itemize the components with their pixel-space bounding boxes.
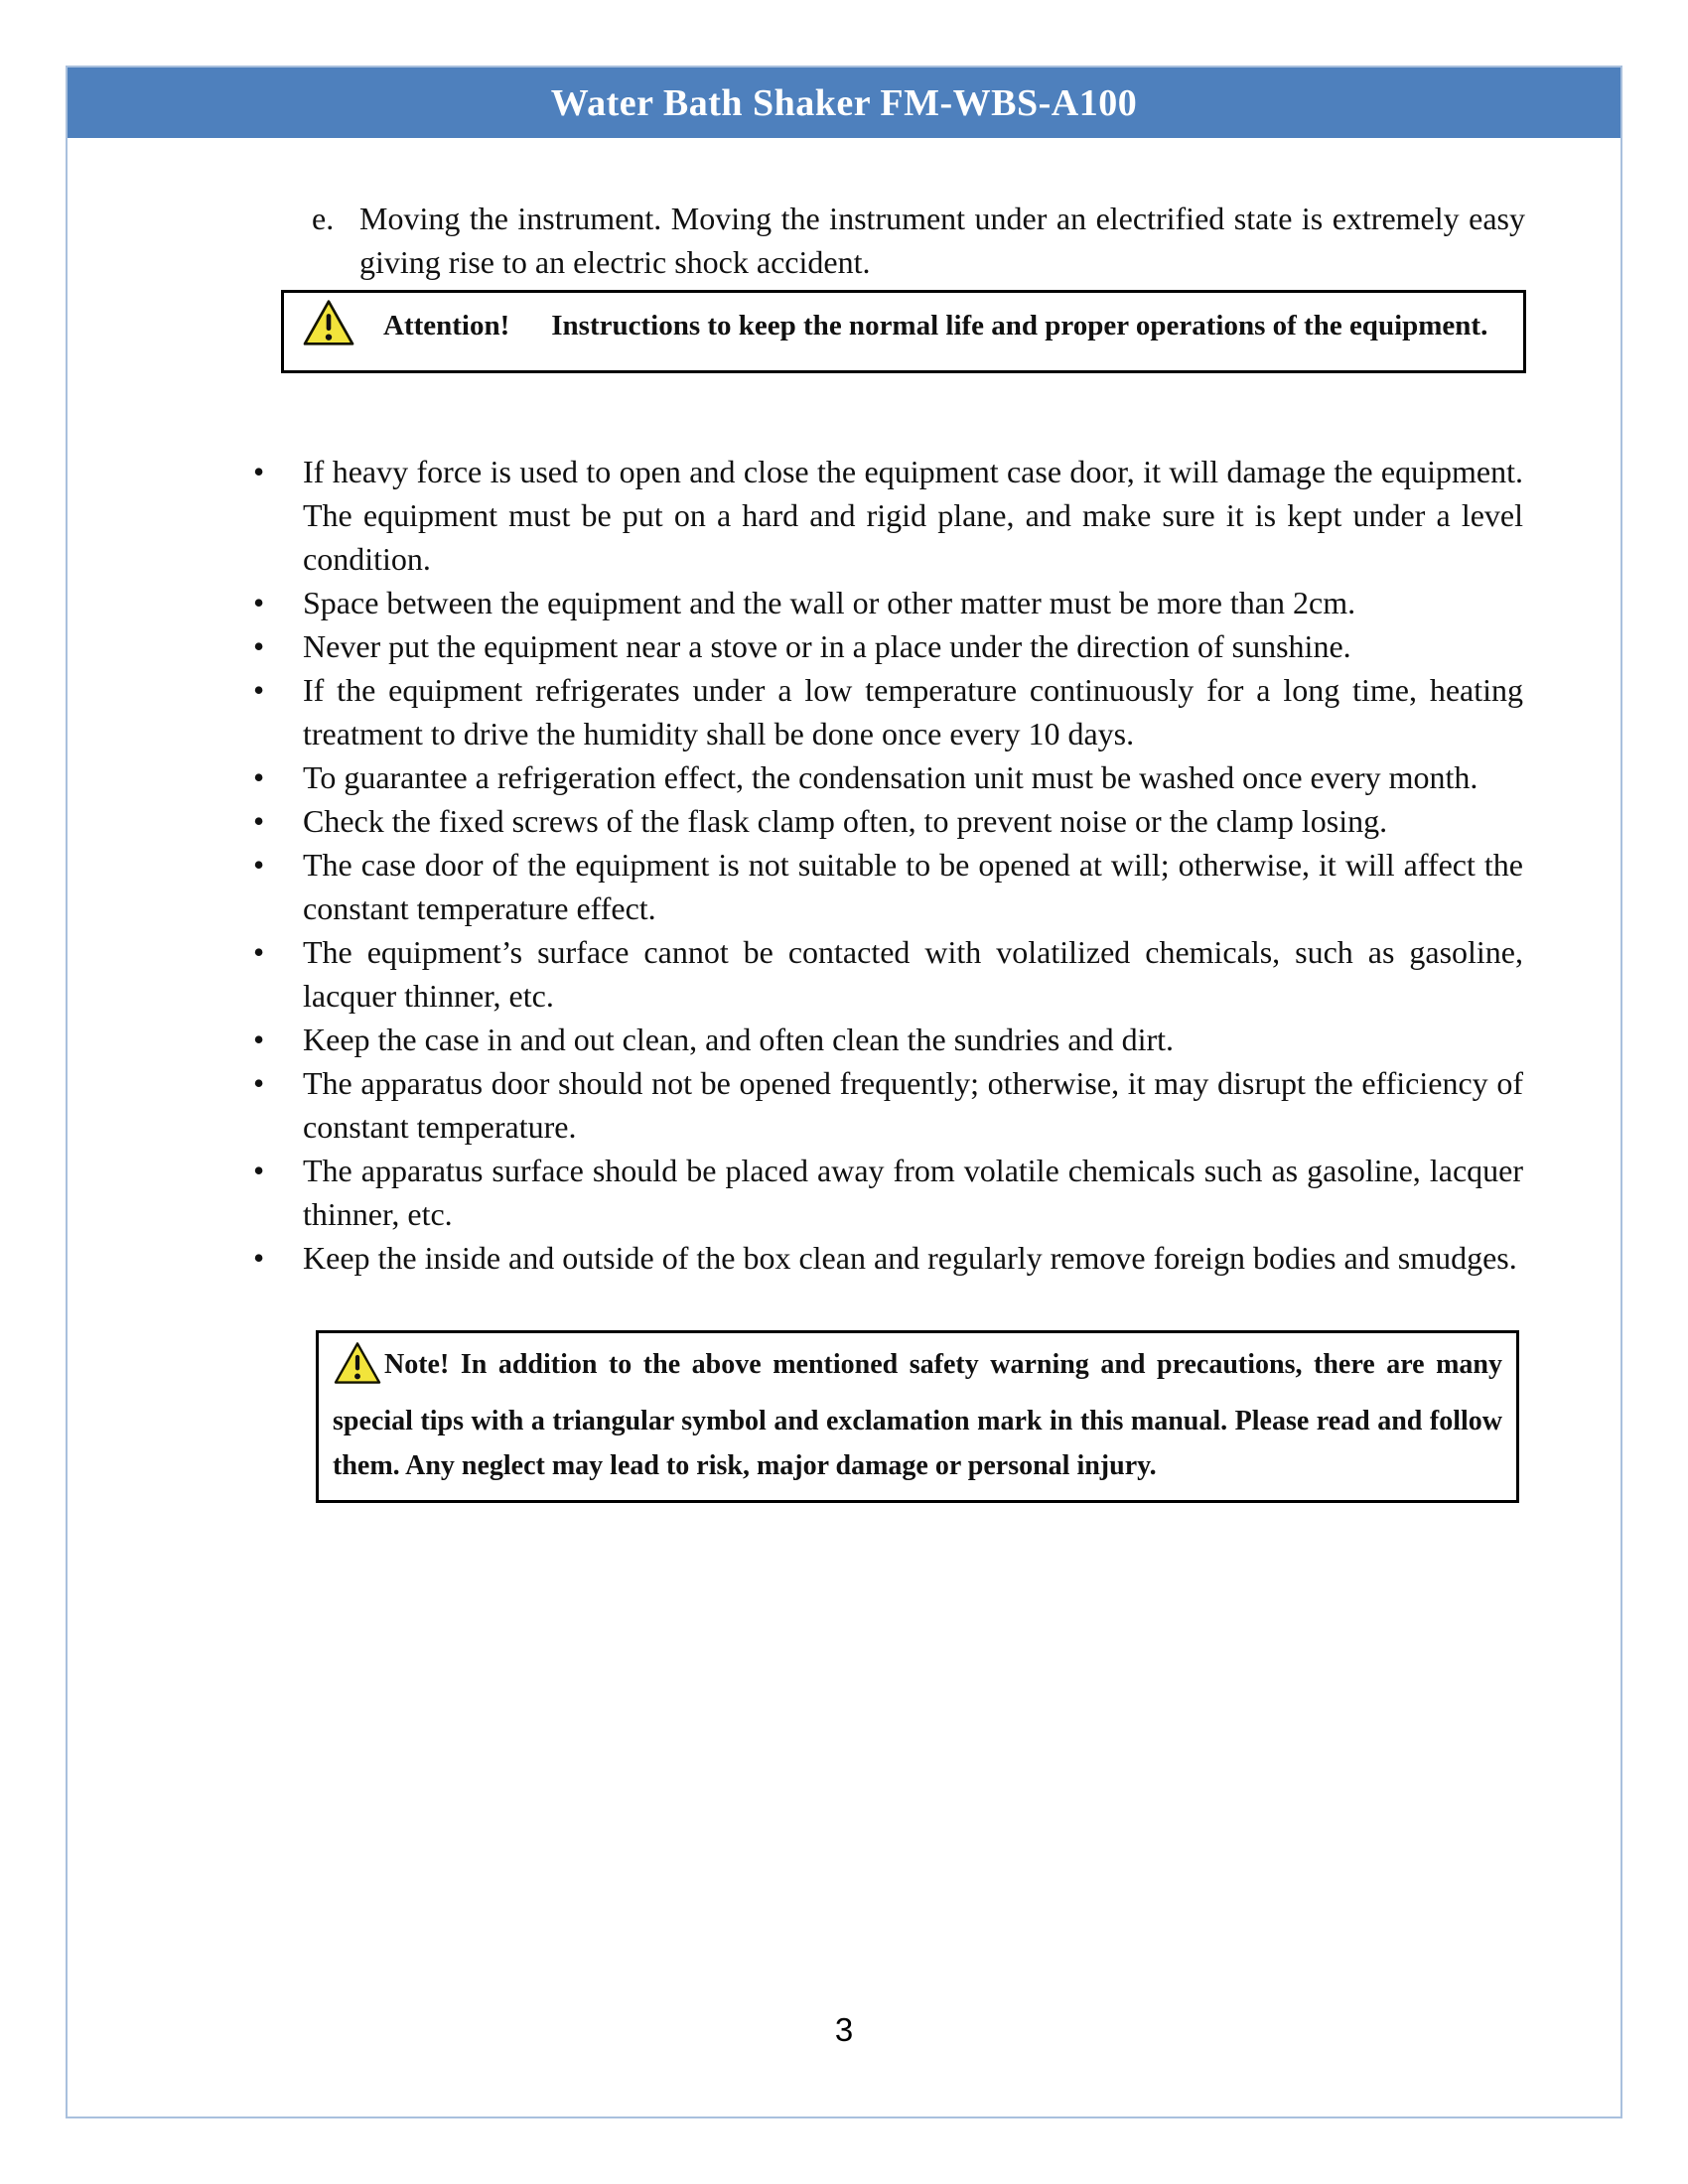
attention-text: Instructions to keep the normal life and proper operations of the equipment. — [551, 310, 1488, 341]
note-label: Note! — [384, 1349, 450, 1380]
list-item: • Never put the equipment near a stove or in a place under the direction of sunshine. — [251, 624, 1523, 668]
page-number: 3 — [834, 2011, 854, 2048]
bullet-list — [251, 450, 1523, 1280]
list-item: • The apparatus door should not be opened frequently; otherwise, it may disrupt the efficiency of constant temperature. — [251, 1061, 1523, 1149]
note-text: In addition to the above mentioned safety warning and precautions, there are many special tips with a triangular symbol and exclamation mark in this manual. Please read and follow them. Any neglect may lead to risk, major damage or personal injury. — [333, 1349, 1502, 1481]
list-item: • The equipment’s surface cannot be contacted with volatilized chemicals, such as gasoline, lacquer thinner, etc. — [251, 930, 1523, 1018]
list-item: • Keep the case in and out clean, and often clean the sundries and dirt. — [251, 1018, 1523, 1061]
intro-paragraph — [312, 197, 1525, 284]
list-item: • If the equipment refrigerates under a low temperature continuously for a long time, heating treatment to drive the humidity shall be done once every 10 days. — [251, 668, 1523, 755]
page-frame — [66, 66, 1622, 2118]
note-box — [316, 1330, 1519, 1503]
list-item: • Space between the equipment and the wall or other matter must be more than 2cm. — [251, 581, 1523, 624]
intro-item-text: Moving the instrument. Moving the instrument under an electrified state is extremely easy giving rise to an electric shock accident. — [359, 201, 1525, 280]
attention-label: Attention! — [383, 310, 510, 341]
intro-item-label: e. — [312, 201, 335, 236]
list-item: • The case door of the equipment is not suitable to be opened at will; otherwise, it will affect the constant temperature effect. — [251, 843, 1523, 930]
list-item: • Keep the inside and outside of the box clean and regularly remove foreign bodies and smudges. — [251, 1236, 1523, 1280]
list-item: • Check the fixed screws of the flask clamp often, to prevent noise or the clamp losing. — [251, 799, 1523, 843]
page-title: Water Bath Shaker FM-WBS-A100 — [550, 81, 1138, 124]
warning-triangle-icon — [333, 1341, 382, 1399]
header-bar — [68, 68, 1620, 138]
list-item: • To guarantee a refrigeration effect, the condensation unit must be washed once every month. — [251, 755, 1523, 799]
warning-triangle-icon — [302, 299, 355, 360]
list-item: • The apparatus surface should be placed away from volatile chemicals such as gasoline, lacquer thinner, etc. — [251, 1149, 1523, 1236]
attention-box — [281, 290, 1526, 373]
list-item: • If heavy force is used to open and close the equipment case door, it will damage the equipment. The equipment must be put on a hard and rigid plane, and make sure it is kept under a level condition. — [251, 450, 1523, 581]
